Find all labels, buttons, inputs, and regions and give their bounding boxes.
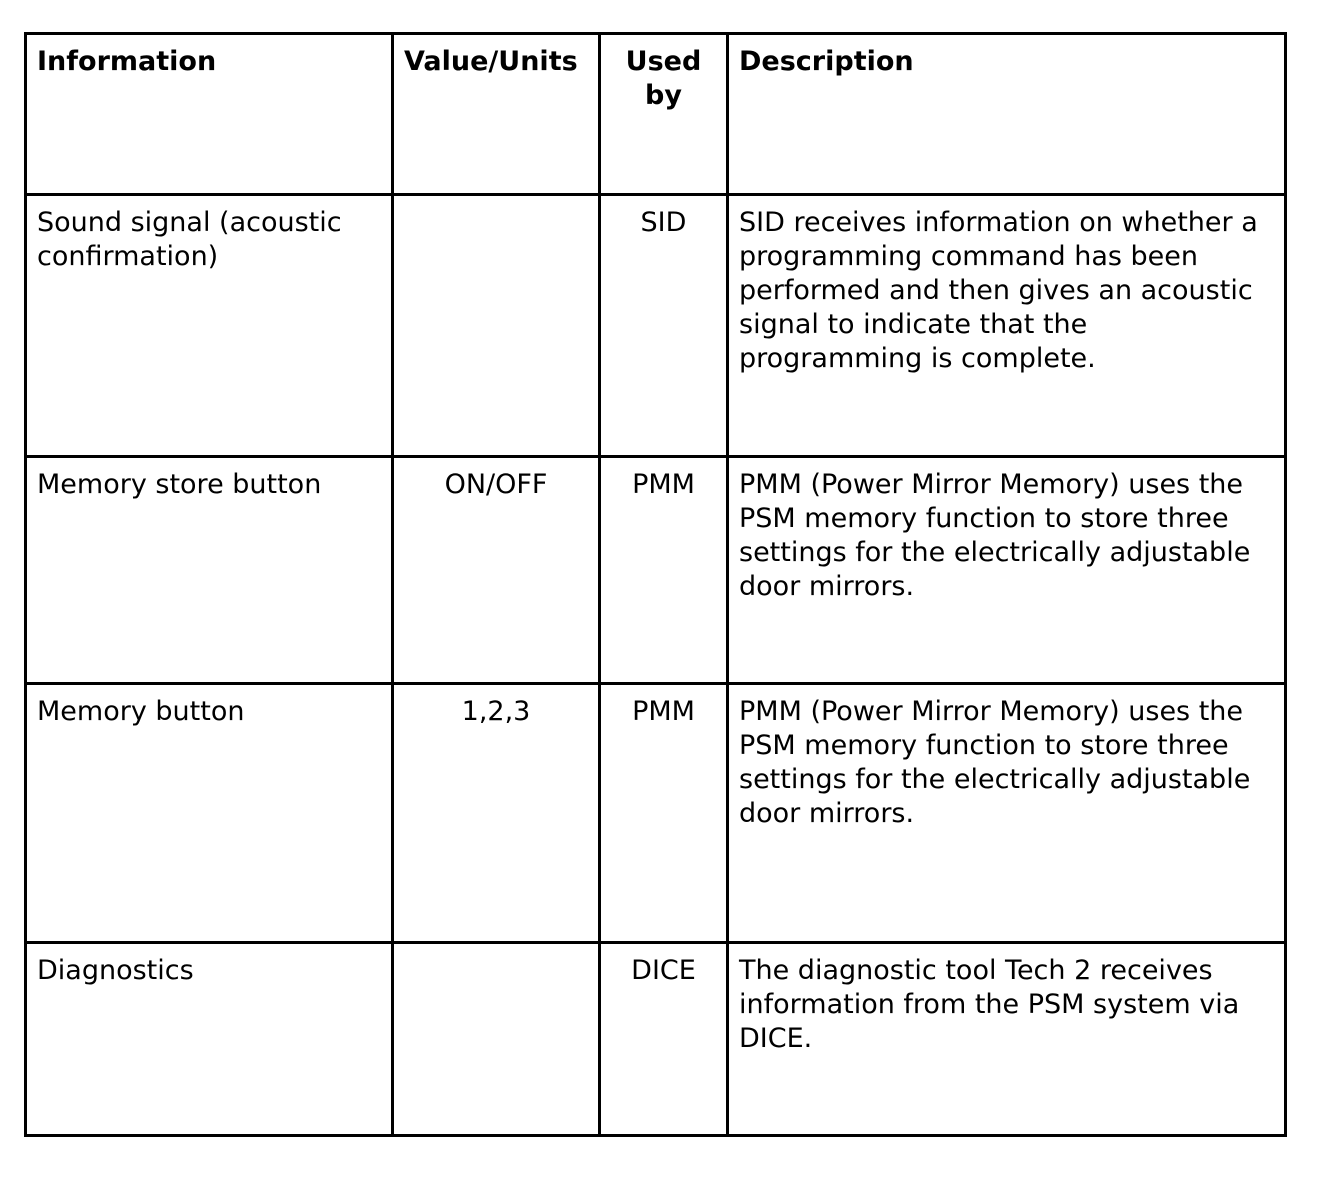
cell-description: The diagnostic tool Tech 2 receives information from the PSM system via DICE.: [728, 943, 1286, 1136]
cell-value-units: ON/OFF: [393, 457, 600, 684]
cell-description: PMM (Power Mirror Memory) uses the PSM memory function to store three settings for the electrically adjustable door mirrors.: [728, 684, 1286, 943]
cell-information: Diagnostics: [26, 943, 393, 1136]
cell-description: PMM (Power Mirror Memory) uses the PSM memory function to store three settings for the electrically adjustable door mirrors.: [728, 457, 1286, 684]
table-row: [26, 195, 1286, 457]
table-row: [26, 457, 1286, 684]
cell-used-by: SID: [600, 195, 728, 457]
table-row: [26, 943, 1286, 1136]
cell-used-by: PMM: [600, 457, 728, 684]
header-description: Description: [728, 34, 1286, 195]
header-information: Information: [26, 34, 393, 195]
header-value-units: Value/Units: [393, 34, 600, 195]
cell-information: Memory store button: [26, 457, 393, 684]
header-used-by: Used by: [600, 34, 728, 195]
cell-description: SID receives information on whether a programming command has been performed and then gives an acoustic signal to indicate that the programming is complete.: [728, 195, 1286, 457]
cell-value-units: [393, 943, 600, 1136]
information-table: [24, 32, 1287, 1137]
cell-information: Memory button: [26, 684, 393, 943]
cell-used-by: PMM: [600, 684, 728, 943]
cell-value-units: [393, 195, 600, 457]
table-row: [26, 684, 1286, 943]
cell-used-by: DICE: [600, 943, 728, 1136]
header-row: [26, 34, 1286, 195]
cell-value-units: 1,2,3: [393, 684, 600, 943]
cell-information: Sound signal (acoustic confirmation): [26, 195, 393, 457]
